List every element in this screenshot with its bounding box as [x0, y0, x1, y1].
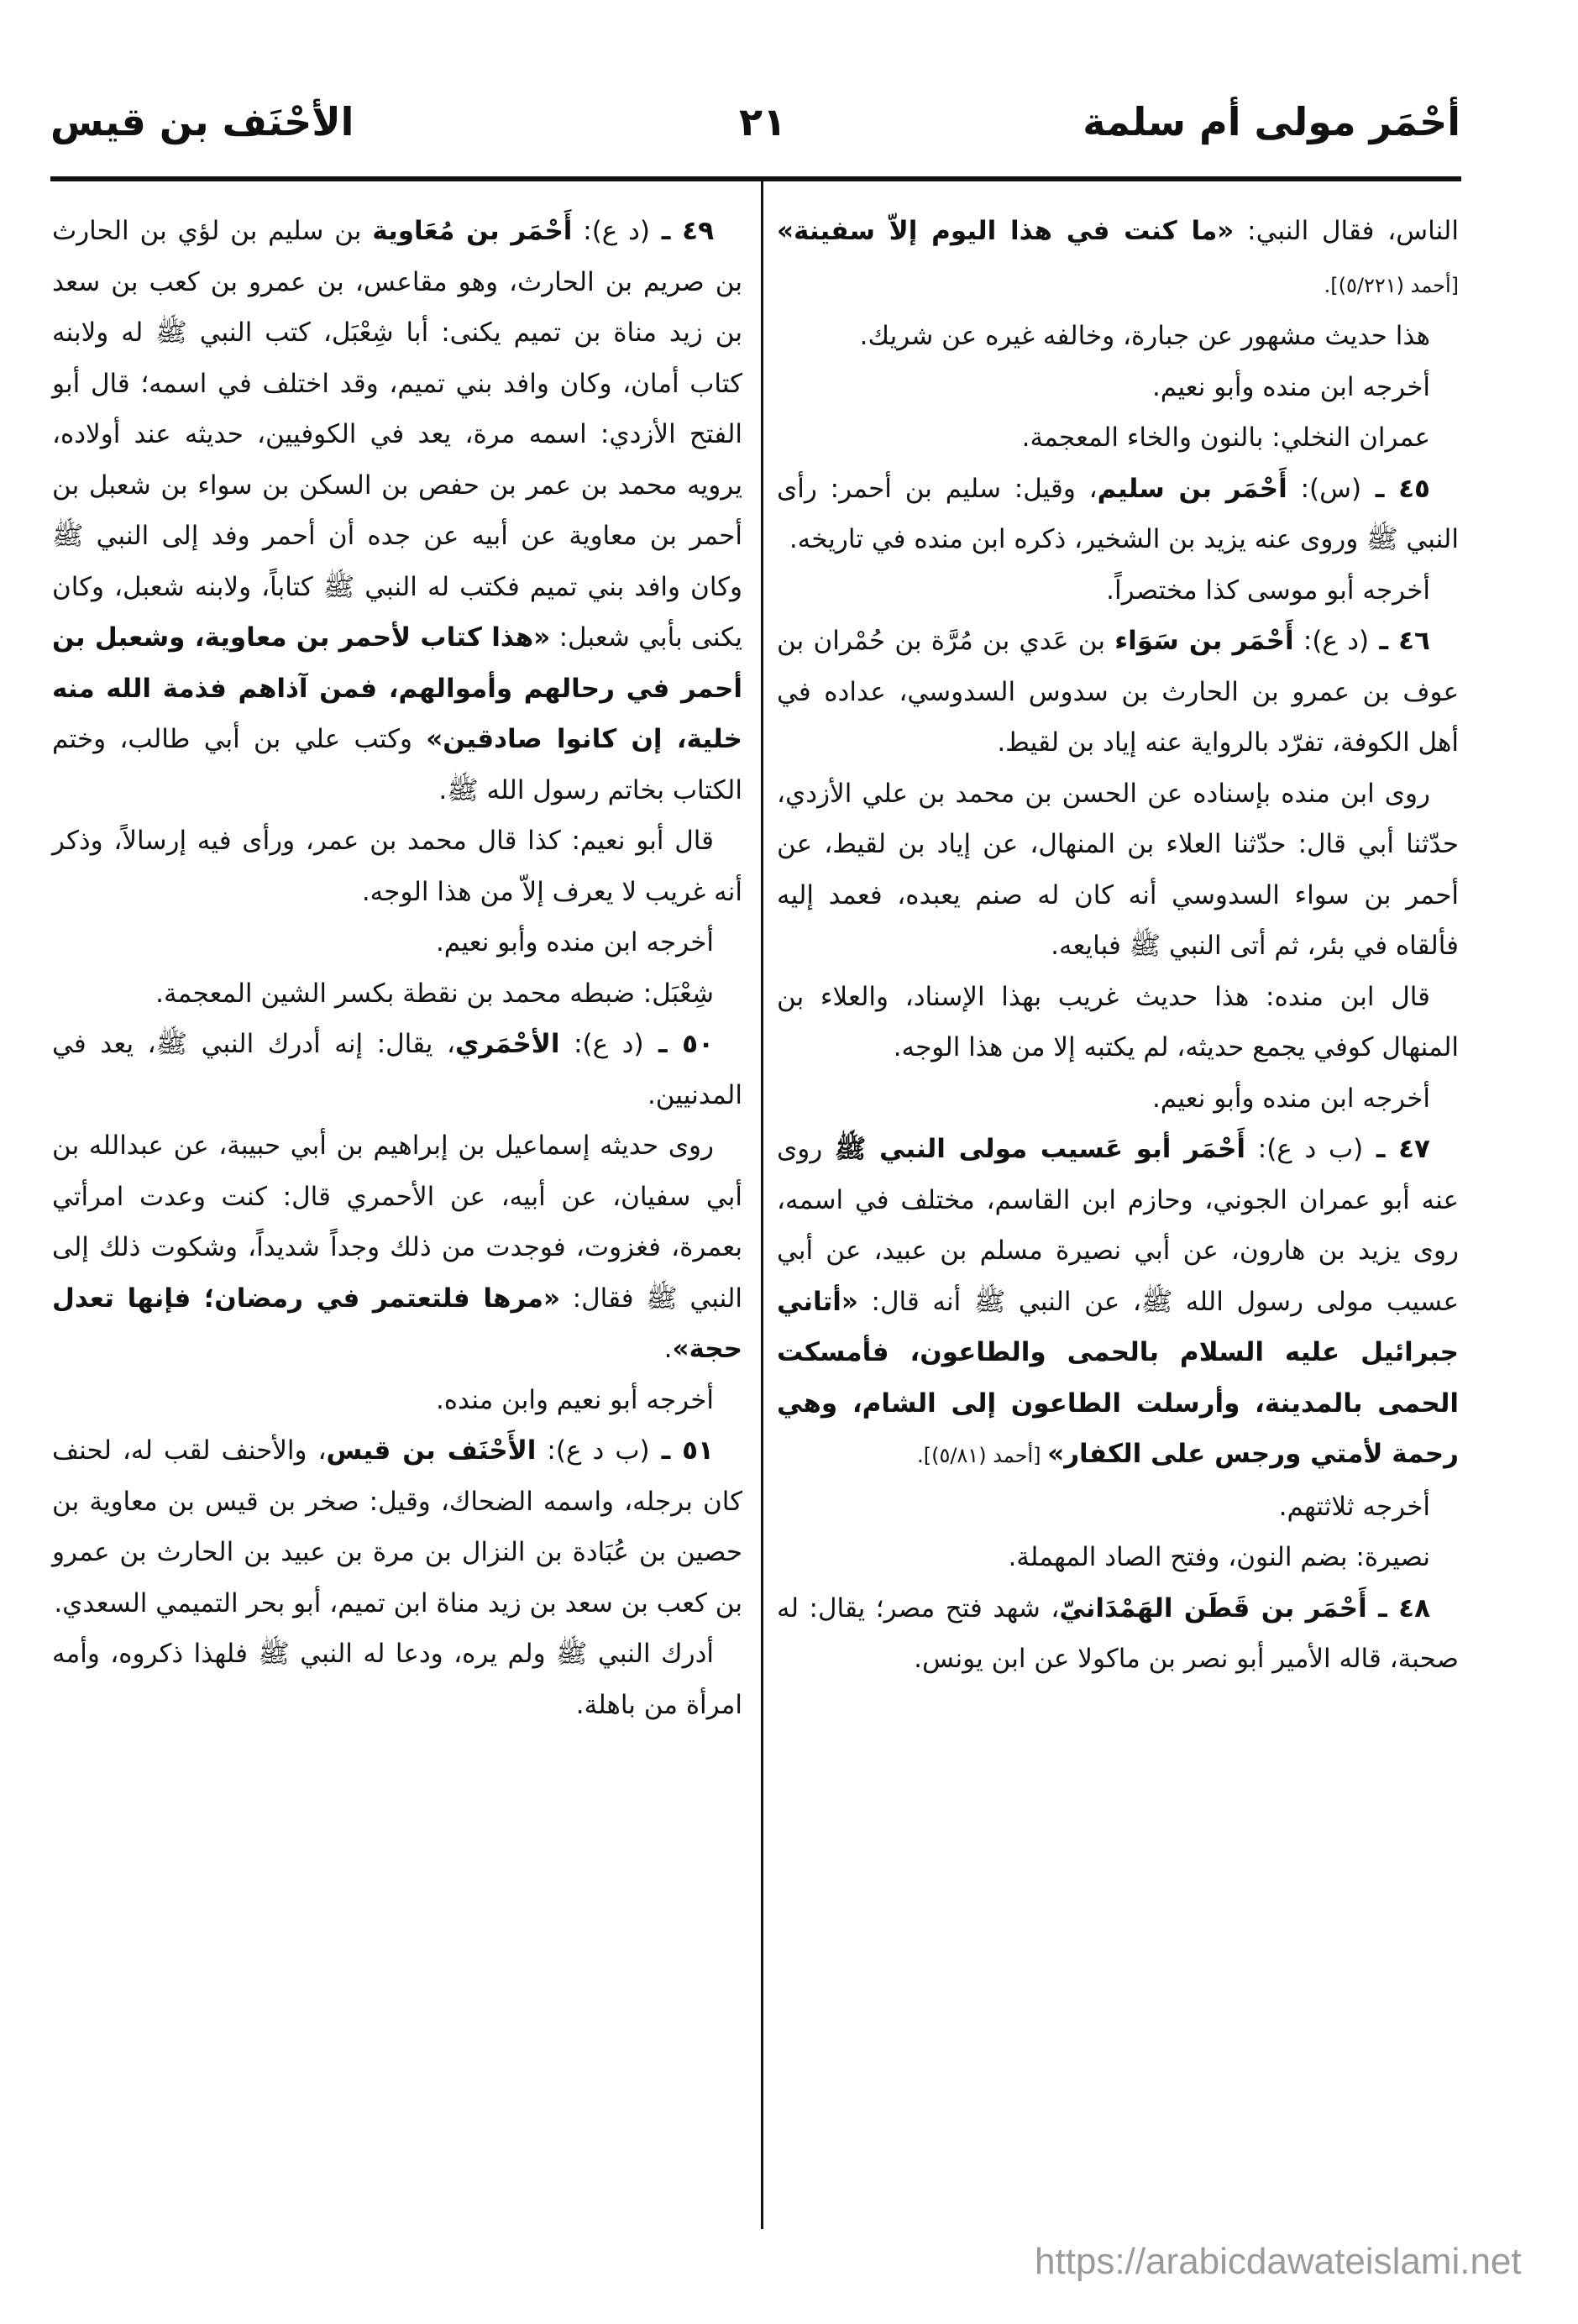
page-number: ٢١	[739, 99, 787, 144]
text: شِعْبَل: ضبطه محمد بن نقطة بكسر الشين المعجمة.	[155, 978, 714, 1009]
text: بن سليم بن لؤي بن الحارث بن صريم بن الحارث، وهو مقاعس، بن عمرو بن كعب بن سعد بن زيد مناة بن تميم يكنى: أبا شِعْبَل، كتب النبي ﷺ له ولابنه كتاب أمان، وكان وافد بني تميم، وقد اختلف في اسمه؛ قال أبو الفتح الأزدي: اسمه مرة، يعد في الكوفيين، حديثه عند أولاده، يرويه محمد بن عمر بن حفص بن السكن بن سواء بن شعبل بن أحمر بن معاوية عن أبيه عن جده أن أحمر وفد إلى النبي ﷺ وكان وافد بني تميم فكتب له النبي ﷺ كتاباً، ولابنه شعبل، وكان يكنى بأبي شعبل:	[52, 216, 742, 653]
text: روى ابن منده بإسناده عن الحسن بن محمد بن علي الأزدي، حدّثنا أبي قال: حدّثنا العلاء بن المنهال، عن إياد بن لقيط، عن أحمر بن سواء السدوسي أنه كان له صنم يعبده، فعمد إليه فألقاه في بئر، ثم أتى النبي ﷺ فبايعه.	[777, 778, 1459, 961]
text: ، شهد فتح مصر؛ يقال: له صحبة، قاله الأمير أبو نصر بن ماكولا عن ابن يونس.	[777, 1592, 1459, 1674]
bold-text: «ما كنت في هذا اليوم إلاّ سفينة»	[777, 216, 1235, 246]
paragraph	[777, 362, 1459, 413]
left-column	[52, 206, 742, 1730]
text: .	[663, 1334, 673, 1364]
paragraph	[777, 565, 1459, 616]
text: أخرجه أبو موسى كذا مختصراً.	[1106, 574, 1430, 606]
paragraph	[52, 1375, 742, 1426]
text: بن عَدي بن مُرَّة بن حُمْران بن عوف بن عمرو بن الحارث بن سدوس السدوسي، عداده في أهل الكوفة، تفرّد بالرواية عنه إياد بن لقيط.	[777, 626, 1459, 758]
bold-text: الأَحْنَف بن قيس	[326, 1435, 537, 1466]
bold-text: ٥١ ـ	[649, 1435, 714, 1466]
text: نصيرة: بضم النون، وفتح الصاد المهملة.	[1008, 1542, 1430, 1572]
paragraph	[777, 769, 1459, 972]
bold-text: ٤٦ ـ	[1369, 626, 1430, 656]
text: أخرجه ابن منده وأبو نعيم.	[1151, 371, 1430, 402]
bold-text: ٤٩ ـ	[650, 216, 714, 246]
bold-text: أَحْمَر بن مُعَاوية	[372, 216, 573, 246]
bold-text: ٤٥ ـ	[1361, 473, 1430, 504]
paragraph	[52, 206, 742, 816]
paragraph	[777, 1073, 1459, 1125]
bold-text: «مرها فلتعتمر في رمضان؛ فإنها تعدل حجة»	[52, 1283, 742, 1364]
text: ، وقيل: سليم بن أحمر: رأى النبي ﷺ وروى عنه يزيد بن الشخير، ذكره ابن منده في تاريخه.	[777, 473, 1459, 554]
text: أخرجه ثلاثتهم.	[1278, 1491, 1430, 1522]
text: (د ع):	[1293, 626, 1370, 656]
bold-text: ٥٠ ـ	[643, 1029, 714, 1059]
paragraph	[777, 206, 1459, 311]
right-column	[777, 206, 1459, 1685]
bold-text: ٤٨ ـ	[1366, 1592, 1430, 1624]
text: (س):	[1287, 473, 1362, 504]
bold-text: ٤٧ ـ	[1363, 1134, 1430, 1164]
bold-text: الأحْمَري	[454, 1029, 560, 1059]
text: ، يقال: إنه أدرك النبي ﷺ، يعد في المدنيين.	[52, 1029, 742, 1110]
paragraph	[777, 972, 1459, 1073]
text: الناس، فقال النبي:	[1234, 216, 1459, 246]
text: ، والأحنف لقب له، لحنف كان برجله، واسمه الضحاك، وقيل: صخر بن قيس بن معاوية بن حصين بن عُبَادة بن النزال بن مرة بن عبيد بن الحارث بن عمرو بن كعب بن سعد بن زيد مناة ابن تميم، أبو بحر التميمي السعدي.	[52, 1435, 742, 1618]
bold-text: أَحْمَر أبو عَسيب مولى النبي ﷺ	[834, 1134, 1246, 1164]
paragraph	[777, 1124, 1459, 1482]
paragraph	[777, 1583, 1459, 1685]
text: (د ع):	[572, 216, 651, 246]
text: أخرجه ابن منده وأبو نعيم.	[435, 927, 714, 957]
citation: [أحمد (٥/٨١)].	[917, 1444, 1048, 1467]
text: (د ع):	[559, 1029, 644, 1059]
bold-text: «أتاني جبرائيل عليه السلام بالحمى والطاعون، فأمسكت الحمى بالمدينة، وأرسلت الطاعون إلى الشام، وهي رحمة لأمتي ورجس على الكفار»	[777, 1286, 1459, 1469]
paragraph	[777, 1532, 1459, 1583]
text: روى حديثه إسماعيل بن إبراهيم بن أبي حبيبة، عن عبدالله بن أبي سفيان، عن أبيه، عن الأحمري قال: كنت وعدت امرأتي بعمرة، فغزوت، فوجدت من ذلك وجداً شديداً، وشكوت ذلك إلى النبي ﷺ فقال:	[52, 1131, 742, 1314]
text: أخرجه ابن منده وأبو نعيم.	[1151, 1083, 1430, 1114]
text: قال ابن منده: هذا حديث غريب بهذا الإسناد، والعلاء بن المنهال كوفي يجمع حديثه، لم يكتبه إلا من هذا الوجه.	[777, 981, 1459, 1062]
paragraph	[52, 816, 742, 917]
citation: [أحمد (٥/٢٢١)].	[1324, 273, 1459, 297]
text: قال أبو نعيم: كذا قال محمد بن عمر، ورأى فيه إرسالاً، وذكر أنه غريب لا يعرف إلاّ من هذا الوجه.	[52, 826, 742, 907]
header-rule	[50, 176, 1461, 181]
text: عمران النخلي: بالنون والخاء المعجمة.	[1021, 422, 1430, 453]
column-divider	[761, 180, 763, 2229]
running-header-left: الأحْنَف بن قيس	[50, 99, 354, 144]
paragraph	[777, 412, 1459, 464]
text: وكتب علي بن أبي طالب، وختم الكتاب بخاتم رسول الله ﷺ.	[52, 724, 742, 805]
text: أخرجه أبو نعيم وابن منده.	[435, 1384, 714, 1415]
bold-text: أَحْمَر بن سليم	[1097, 473, 1287, 504]
text: روى عنه أبو عمران الجوني، وحازم ابن القاسم، مختلف في اسمه، روى يزيد بن هارون، عن أبي نصيرة مسلم بن عبيد، عن أبي عسيب مولى رسول الله ﷺ، عن النبي ﷺ أنه قال:	[777, 1134, 1459, 1317]
paragraph	[52, 917, 742, 968]
paragraph	[52, 1425, 742, 1629]
text: هذا حديث مشهور عن جبارة، وخالفه غيره عن شريك.	[859, 321, 1430, 351]
paragraph	[777, 616, 1459, 769]
paragraph	[52, 968, 742, 1020]
running-header-right: أحْمَر مولى أم سلمة	[1083, 99, 1460, 144]
bold-text: «هذا كتاب لأحمر بن معاوية، وشعبل بن أحمر في رحالهم وأموالهم، فمن آذاهم فذمة الله منه خلية، إن كانوا صادقين»	[52, 622, 742, 754]
paragraph	[52, 1629, 742, 1730]
text: (ب د ع):	[1245, 1134, 1364, 1164]
bold-text: أَحْمَر بن قَطَن الهَمْدَانيّ	[1059, 1592, 1367, 1624]
paragraph	[777, 464, 1459, 565]
paragraph	[52, 1019, 742, 1120]
text: أدرك النبي ﷺ ولم يره، ودعا له النبي ﷺ فلهذا ذكروه، وأمه امرأة من باهلة.	[52, 1639, 742, 1720]
watermark: https://arabicdawateislami.net	[1035, 2241, 1522, 2282]
paragraph	[777, 311, 1459, 362]
paragraph	[52, 1120, 742, 1375]
text: (ب د ع):	[536, 1435, 650, 1466]
bold-text: أَحْمَر بن سَوَاء	[1114, 626, 1294, 656]
paragraph	[777, 1482, 1459, 1533]
